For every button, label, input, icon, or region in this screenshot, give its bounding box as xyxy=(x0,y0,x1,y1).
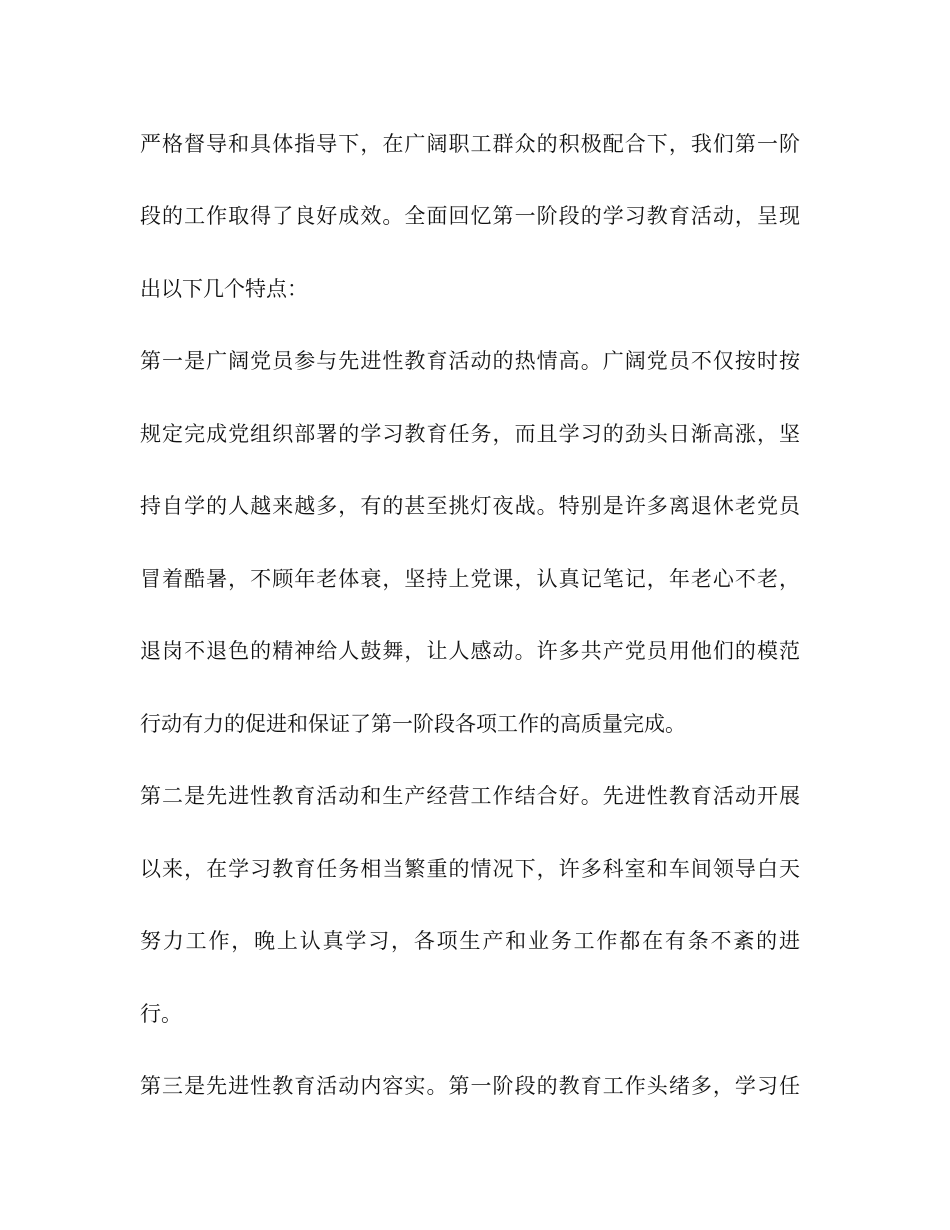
text-line: 冒着酷暑，不顾年老体衰，坚持上党课，认真记笔记，年老心不老， xyxy=(140,567,800,591)
text-line: 以来，在学习教育任务相当繁重的情况下，许多科室和车间领导白天 xyxy=(140,857,800,881)
text-line: 持自学的人越来越多，有的甚至挑灯夜战。特别是许多离退休老党员 xyxy=(140,494,800,518)
text-line: 严格督导和具体指导下，在广阔职工群众的积极配合下，我们第一阶 xyxy=(140,132,800,156)
text-line: 行。 xyxy=(140,1002,182,1026)
text-line: 努力工作，晚上认真学习，各项生产和业务工作都在有条不紊的进 xyxy=(140,929,800,953)
text-line: 退岗不退色的精神给人鼓舞，让人感动。许多共产党员用他们的模范 xyxy=(140,639,800,663)
text-line: 规定完成党组织部署的学习教育任务，而且学习的劲头日渐高涨，坚 xyxy=(140,422,800,446)
text-line: 段的工作取得了良好成效。全面回忆第一阶段的学习教育活动，呈现 xyxy=(140,204,800,228)
text-line: 出以下几个特点： xyxy=(140,277,308,301)
text-line: 第二是先进性教育活动和生产经营工作结合好。先进性教育活动开展 xyxy=(140,784,800,808)
text-line: 第一是广阔党员参与先进性教育活动的热情高。广阔党员不仅按时按 xyxy=(140,349,800,373)
text-line: 第三是先进性教育活动内容实。第一阶段的教育工作头绪多，学习任 xyxy=(140,1074,800,1098)
text-line: 行动有力的促进和保证了第一阶段各项工作的高质量完成。 xyxy=(140,712,686,736)
